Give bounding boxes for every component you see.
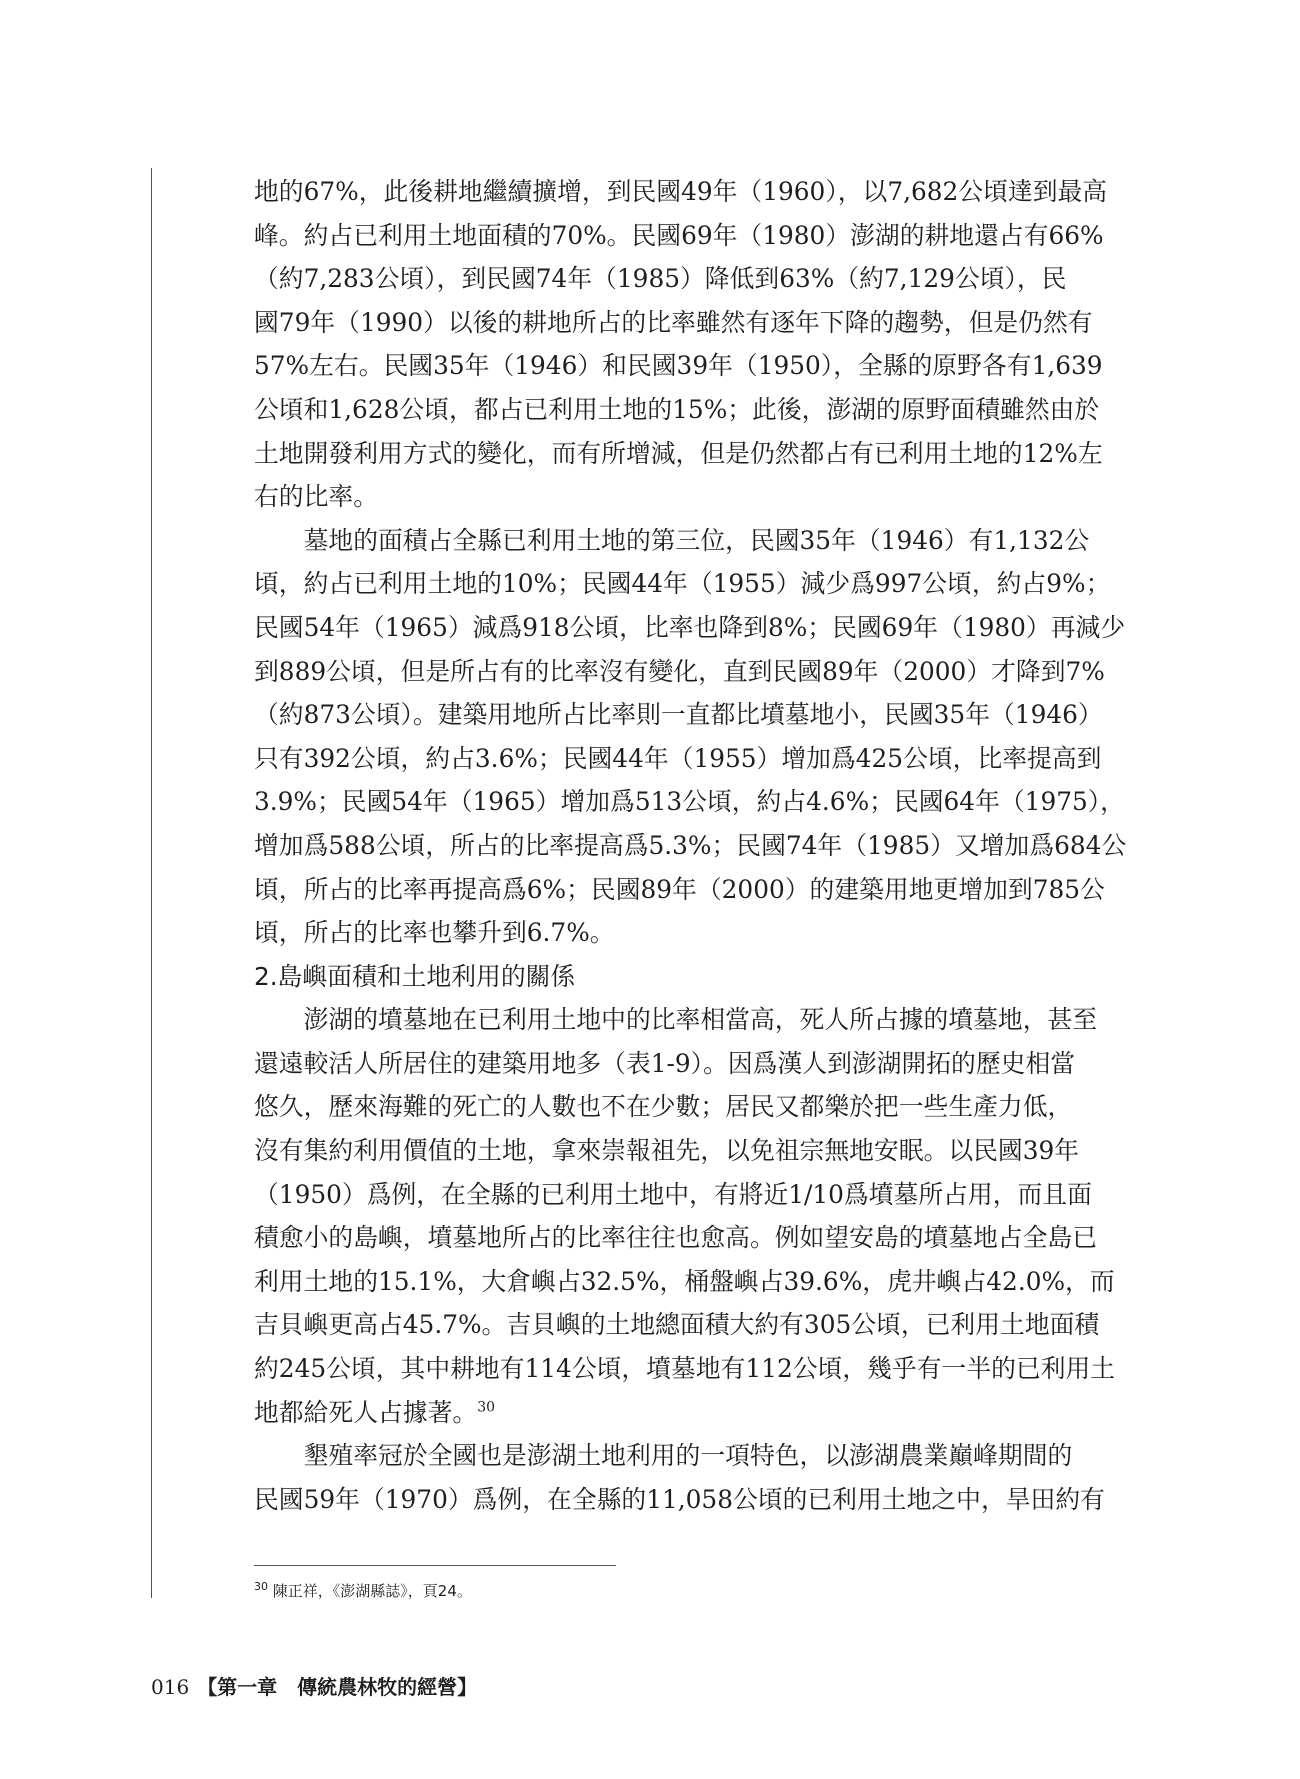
text-line: 峰。約占已利用土地面積的70%。民國69年（1980）澎湖的耕地還占有66% bbox=[254, 220, 1104, 250]
text-line: （1950）爲例，在全縣的已利用土地中，有將近1/10爲墳墓所占用，而且面 bbox=[254, 1179, 1092, 1209]
text-line: 地的67%，此後耕地繼續擴增，到民國49年（1960），以7,682公頃達到最高 bbox=[254, 177, 1108, 206]
text-line-with-footnote bbox=[254, 1391, 1134, 1435]
text-line: 澎湖的墳墓地在已利用土地中的比率相當高，死人所占據的墳墓地，甚至 bbox=[254, 1005, 1098, 1035]
footnote-text: 陳正祥，《澎湖縣誌》，頁24。 bbox=[268, 1582, 472, 1600]
text-line: 國79年（1990）以後的耕地所占的比率雖然有逐年下降的趨勢，但是仍然有 bbox=[254, 307, 1093, 337]
footnote-rule bbox=[254, 1565, 616, 1566]
footnote-number: 30 bbox=[254, 1580, 268, 1593]
chapter-title: 【第一章 傳統農林牧的經營】 bbox=[197, 1675, 478, 1699]
text-line: （約7,283公頃），到民國74年（1985）降低到63%（約7,129公頃），民 bbox=[254, 264, 1067, 294]
paragraph-block-1 bbox=[254, 170, 1134, 955]
text-line: 頃，所占的比率再提高爲6%；民國89年（2000）的建築用地更增加到785公 bbox=[254, 874, 1105, 904]
text-line: 民國59年（1970）爲例，在全縣的11,058公頃的已利用土地之中，旱田約有 bbox=[254, 1484, 1105, 1514]
text-line: 土地開發利用方式的變化，而有所增減，但是仍然都占有已利用土地的12%左 bbox=[254, 438, 1103, 468]
text-line: 還遠較活人所居住的建築用地多（表1-9）。因爲漢人到澎湖開拓的歷史相當 bbox=[254, 1048, 1076, 1078]
margin-rule bbox=[151, 168, 152, 1598]
text-line: 吉貝嶼更高占45.7%。吉貝嶼的土地總面積大約有305公頃，已利用土地面積 bbox=[254, 1310, 1100, 1340]
paragraph-block-3 bbox=[254, 1434, 1134, 1521]
section-heading: 2.島嶼面積和土地利用的關係 bbox=[254, 961, 576, 991]
text-line: 增加爲588公頃，所占的比率提高爲5.3%；民國74年（1985）又增加爲684公 bbox=[254, 830, 1127, 860]
paragraph-block-2 bbox=[254, 998, 1134, 1390]
page-number: 016 bbox=[151, 1675, 190, 1699]
text-line: 57%左右。民國35年（1946）和民國39年（1950），全縣的原野各有1,639 bbox=[254, 351, 1103, 381]
text-line: 約245公頃，其中耕地有114公頃，墳墓地有112公頃，幾乎有一半的已利用土 bbox=[254, 1354, 1116, 1384]
text-line: 頃，所占的比率也攀升到6.7%。 bbox=[254, 918, 615, 948]
footnote-reference[interactable]: 30 bbox=[477, 1399, 496, 1416]
text-line: 墓地的面積占全縣已利用土地的第三位，民國35年（1946）有1,132公 bbox=[254, 525, 1090, 555]
page-footer bbox=[151, 1674, 477, 1700]
text-line: 積愈小的島嶼，墳墓地所占的比率往往也愈高。例如望安島的墳墓地占全島已 bbox=[254, 1223, 1098, 1253]
text-line: 沒有集約利用價值的土地，拿來崇報祖先，以免祖宗無地安眠。以民國39年 bbox=[254, 1136, 1080, 1166]
text-line: 右的比率。 bbox=[254, 482, 378, 512]
text-line: 公頃和1,628公頃，都占已利用土地的15%；此後，澎湖的原野面積雖然由於 bbox=[254, 394, 1100, 424]
text-line: 利用土地的15.1%，大倉嶼占32.5%，桶盤嶼占39.6%，虎井嶼占42.0%，而 bbox=[254, 1266, 1115, 1296]
body-text bbox=[254, 170, 1134, 1521]
footnote bbox=[254, 1581, 472, 1601]
text-line: 民國54年（1965）減爲918公頃，比率也降到8%；民國69年（1980）再減少 bbox=[254, 612, 1126, 642]
text-line: 只有392公頃，約占3.6%；民國44年（1955）增加爲425公頃，比率提高到 bbox=[254, 743, 1102, 773]
text-line: 頃，約占已利用土地的10%；民國44年（1955）減少爲997公頃，約占9%； bbox=[254, 569, 1111, 599]
text-line: 3.9%；民國54年（1965）增加爲513公頃，約占4.6%；民國64年（1975）， bbox=[254, 787, 1125, 817]
text-line: 地都給死人占據著。 bbox=[254, 1397, 478, 1427]
text-line: 到889公頃，但是所占有的比率沒有變化，直到民國89年（2000）才降到7% bbox=[254, 656, 1105, 686]
text-line: 悠久，歷來海難的死亡的人數也不在少數；居民又都樂於把一些生產力低， bbox=[254, 1092, 1073, 1122]
text-line: （約873公頃）。建築用地所占比率則一直都比墳墓地小，民國35年（1946） bbox=[254, 700, 1103, 730]
text-line: 墾殖率冠於全國也是澎湖土地利用的一項特色，以澎湖農業巔峰期間的 bbox=[254, 1441, 1073, 1471]
